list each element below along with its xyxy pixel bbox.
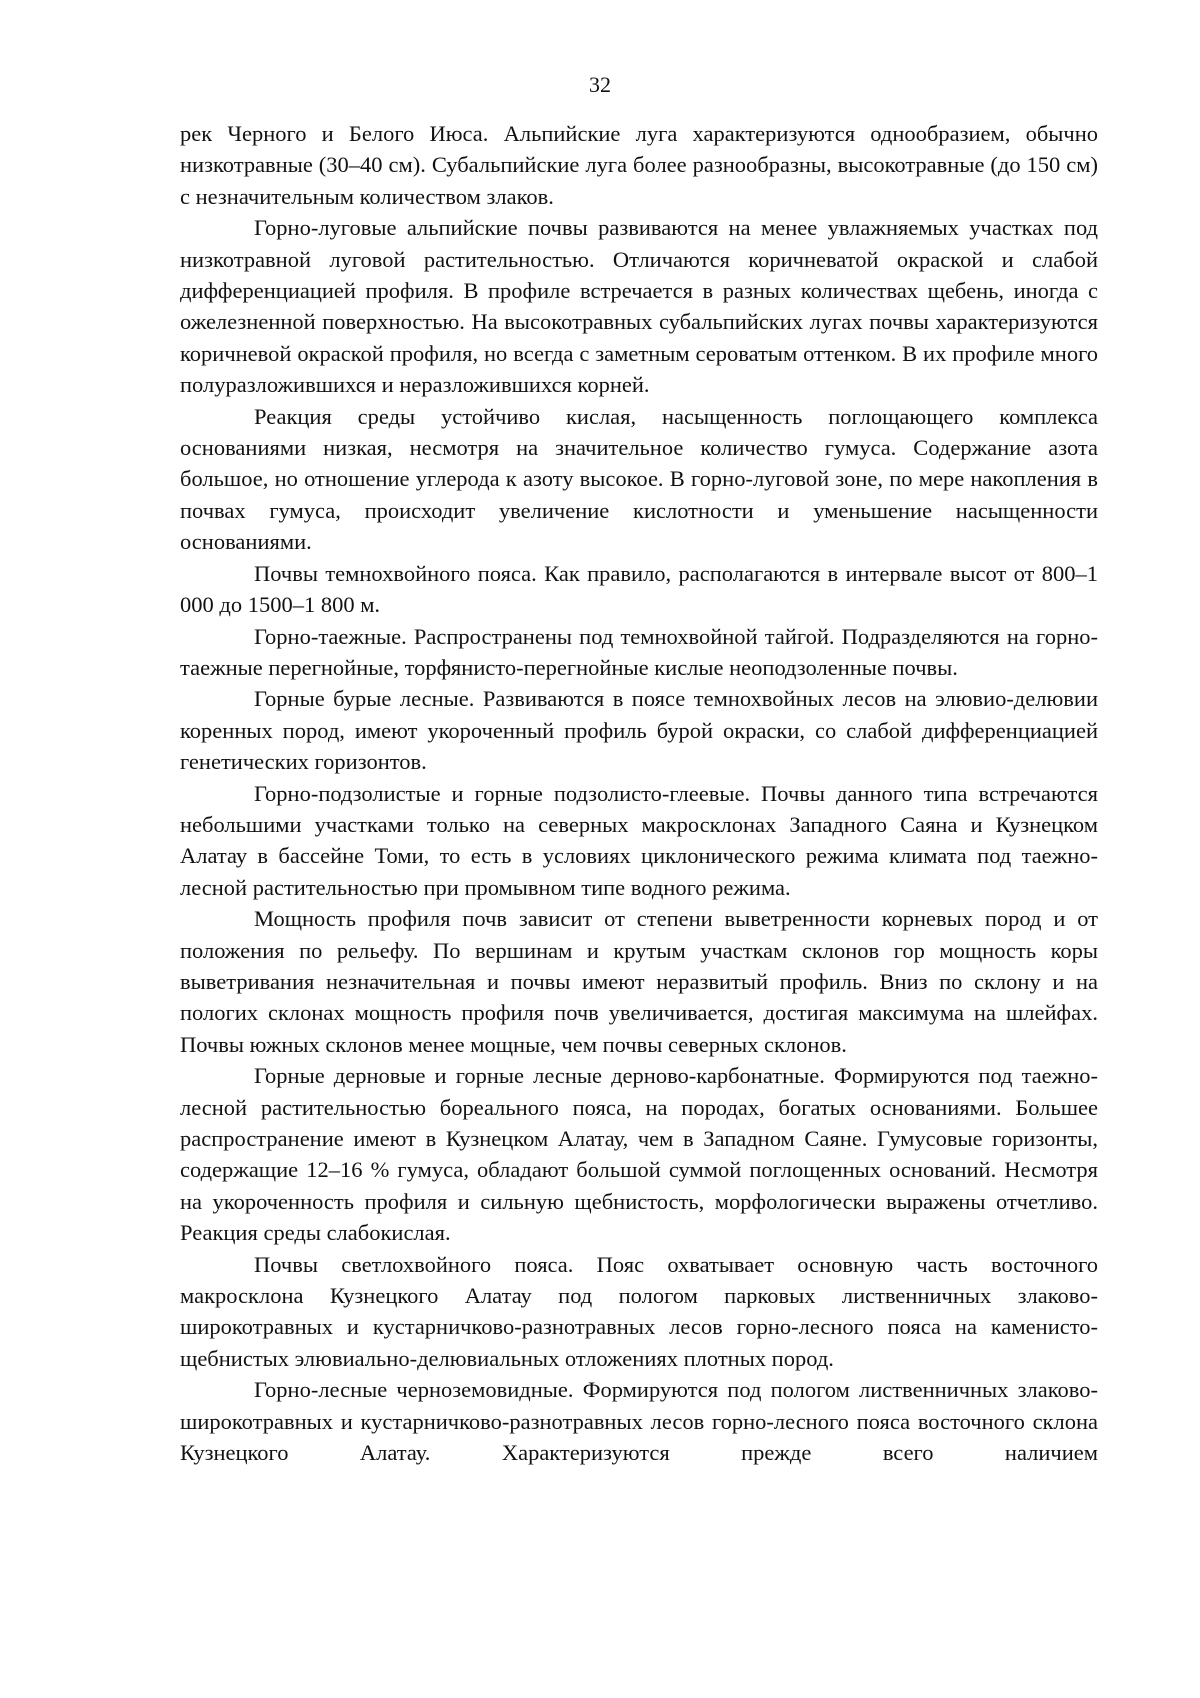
page-number: 32 <box>589 72 611 97</box>
paragraph-6: Горные бурые лесные. Развиваются в поясе темнохвойных лесов на элювио-делювии коренных пород, имеют укороченный профиль бурой окраски, со слабой дифференциацией генетических горизонтов. <box>180 686 1098 775</box>
paragraph-9: Горные дерновые и горные лесные дерново-карбонатные. Формируются под таежно-лесной растительностью бореального пояса, на породах, богатых основаниями. Большее распространение имеют в Кузнецком Алатау, чем в Западном Саяне. Гумусовые горизонты, содержащие 12–16 % гумуса, обладают большой суммой поглощенных оснований. Несмотря на укороченность профиля и сильную щебнистость, морфологически выражены отчетливо. Реакция среды слабокислая. <box>180 1063 1098 1246</box>
paragraph-4: Почвы темнохвойного пояса. Как правило, располагаются в интервале высот от 800–1 000 до 1500–1 800 м. <box>180 560 1098 618</box>
paragraph-3: Реакция среды устойчиво кислая, насыщенность поглощающего комплекса основаниями низкая, несмотря на значительное количество гумуса. Содержание азота большое, но отношение углерода к азоту высокое. В горно-луговой зоне, по мере накопления в почвах гумуса, происходит увеличение кислотности и уменьшение насыщенности основаниями. <box>180 403 1098 555</box>
paragraph-11: Горно-лесные черноземовидные. Формируются под пологом лиственничных злаково-широкотравных и кустарничково-разнотравных лесов горно-лесного пояса восточного склона Кузнецкого Алатау. Характеризуются прежде всего наличием <box>180 1377 1098 1466</box>
paragraph-1: рек Черного и Белого Июса. Альпийские луга характеризуются однообразием, обычно низкотравные (30–40 см). Субальпийские луга более разнообразны, высокотравные (до 150 см) с незначительным количеством злаков. <box>180 121 1098 209</box>
paragraph-10: Почвы светлохвойного пояса. Пояс охватывает основную часть восточного макросклона Кузнецкого Алатау под пологом парковых лиственничных злаково-широкотравных и кустарничково-разнотравных лесов горно-лесного пояса на каменисто-щебнистых элювиально-делювиальных отложениях плотных пород. <box>180 1251 1098 1371</box>
paragraph-5: Горно-таежные. Распространены под темнохвойной тайгой. Подразделяются на горно-таежные перегнойные, торфянисто-перегнойные кислые неоподзоленные почвы. <box>180 623 1098 680</box>
paragraph-7: Горно-подзолистые и горные подзолисто-глеевые. Почвы данного типа встречаются небольшими участками только на северных макросклонах Западного Саяна и Кузнецком Алатау в бассейне Томи, то есть в условиях циклонического режима климата под таежно-лесной растительностью при промывном типе водного режима. <box>180 780 1098 900</box>
body-text <box>180 118 1098 1468</box>
paragraph-2: Горно-луговые альпийские почвы развиваются на менее увлажняемых участках под низкотравной луговой растительностью. Отличаются коричневатой окраской и слабой дифференциацией профиля. В профиле встречается в разных количествах щебень, иногда с ожелезненной поверхностью. На высокотравных субальпийских лугах почвы характеризуются коричневой окраской профиля, но всегда с заметным сероватым оттенком. В их профиле много полуразложившихся и неразложившихся корней. <box>180 215 1098 398</box>
paragraph-8: Мощность профиля почв зависит от степени выветренности корневых пород и от положения по рельефу. По вершинам и крутым участкам склонов гор мощность коры выветривания незначительная и почвы имеют неразвитый профиль. Вниз по склону и на пологих склонах мощность профиля почв увеличивается, достигая максимума на шлейфах. Почвы южных склонов менее мощные, чем почвы северных склонов. <box>180 906 1098 1057</box>
